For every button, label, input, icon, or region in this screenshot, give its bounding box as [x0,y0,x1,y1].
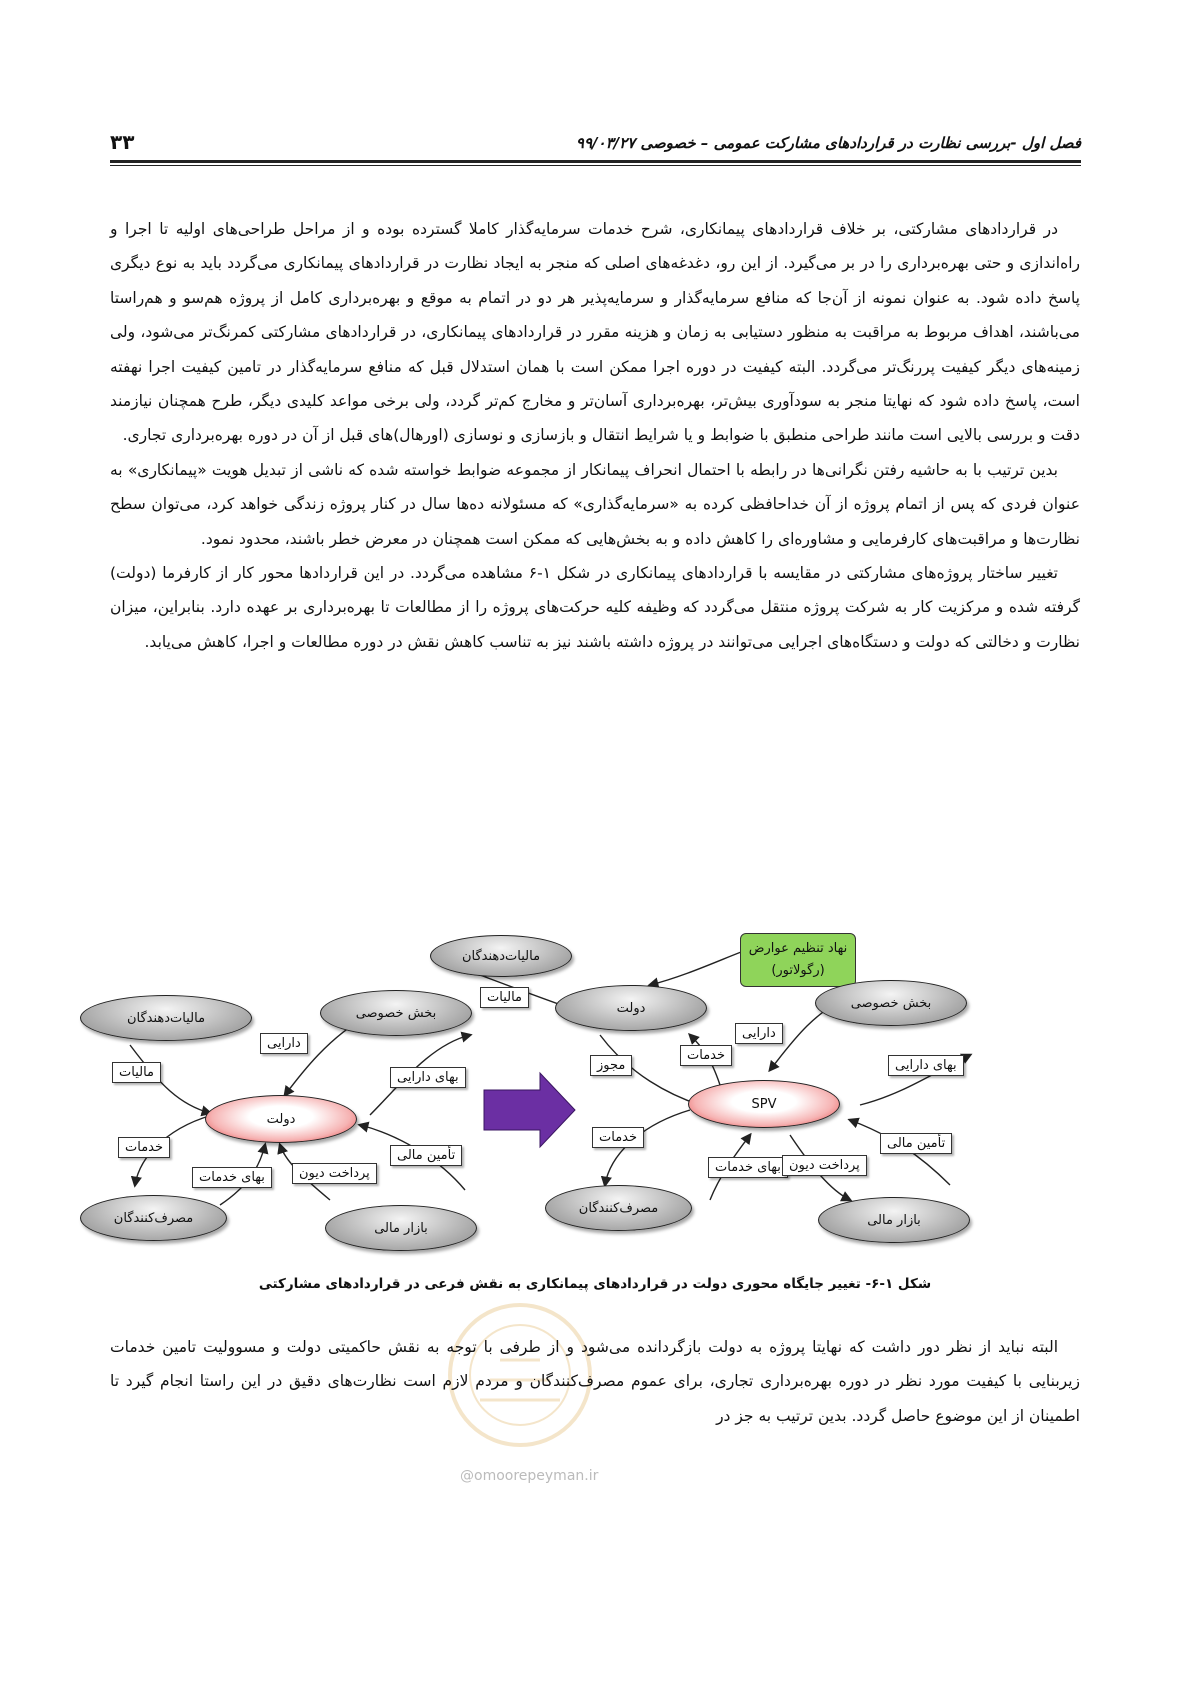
spv-node: SPV [688,1080,840,1128]
left-asset-label: دارایی [260,1033,308,1054]
figure-diagram [70,935,1120,1265]
paragraph: بدین ترتیب با به حاشیه رفتن نگرانی‌ها در رابطه با احتمال انحراف پیمانکار از مجموعه ضوابط خواسته شده که ناشی از تبدیل هویت «پیمانکاری» به عنوان فردی که پس از اتمام پروژه از آن خداحافظی کرده به «سرمایه‌گذاری» که مسئولانه ده‌ها سال در کنار پروژه زندگی خواهد کرد، می‌توان سطح نظارت‌ها و مراقبت‌های کارفرمایی و مشاوره‌ای را کاهش داده و به بخش‌هایی که ممکن است همچنان در معرض خطر باشند، محدود نمود. [110,460,1080,548]
left-debt-label: پرداخت دیون [292,1163,377,1184]
left-market-node: بازار مالی [325,1205,477,1251]
header-rule-thin [110,165,1081,166]
header-rule [110,160,1081,163]
right-financing-label: تأمین مالی [880,1133,952,1154]
left-consumers-node: مصرف‌کنندگان [80,1195,227,1241]
left-serviceprice-label: بهای خدمات [192,1167,272,1188]
left-taxpayers-node: مالیات‌دهندگان [80,995,252,1041]
left-private-node: بخش خصوصی [320,990,472,1036]
paragraph: تغییر ساختار پروژه‌های مشارکتی در مقایسه با قراردادهای پیمانکاری در شکل ۱-۶ مشاهده می‌گردد. در این قراردادها محور کار از کارفرما (دولت) گرفته شده و مرکزیت کار به شرکت پروژه منتقل می‌گردد که وظیفه کلیه حرکت‌های پروژه را از مطالعات تا بهره‌برداری بر عهده دارد. بنابراین، میزان نظارت و دخالتی که دولت و دستگاه‌های اجرایی می‌توانند در پروژه داشته باشند نیز به تناسب کاهش نقش در دوره مطالعات و اجرا، کاهش می‌یابد. [110,564,1080,651]
left-government-node: دولت [205,1095,357,1143]
left-financing-label: تأمین مالی [390,1145,462,1166]
left-assetprice-label: بهای دارایی [390,1067,466,1088]
right-services-gov-label: خدمات [680,1045,732,1066]
right-consumers-node: مصرف‌کنندگان [545,1185,692,1231]
right-asset-label: دارایی [735,1023,783,1044]
right-taxpayers-node: مالیات‌دهندگان [430,935,572,977]
left-services-label: خدمات [118,1137,170,1158]
page-header [110,128,1081,160]
right-assetprice-label: بهای دارایی [888,1055,964,1076]
right-private-node: بخش خصوصی [815,980,967,1026]
right-permit-label: مجوز [590,1055,632,1076]
paragraph: در قراردادهای مشارکتی، بر خلاف قراردادهای پیمانکاری، شرح خدمات سرمایه‌گذار کاملا گسترده بوده و از مراحل طراحی‌های اولیه تا اجرا و راه‌اندازی و حتی بهره‌برداری را در بر می‌گیرد. از این رو، دغدغه‌های اصلی که منجر به ایجاد نظارت در قراردادهای پیمانکاری می‌گردد باید به نوع دیگری پاسخ داده شود. به عنوان نمونه از آن‌جا که منافع سرمایه‌گذار و سرمایه‌پذیر هر دو در اتمام به موقع و بهره‌برداری کامل از پروژه هم‌سو و هم‌راستا می‌باشند، اهداف مربوط به مراقبت به منظور دستیابی به زمان و هزینه مقرر در قراردادهای پیمانکاری، در قراردادهای مشارکتی کمرنگ‌تر می‌شود، ولی زمینه‌های دیگر کیفیت پررنگ‌تر می‌گردد. البته کیفیت در دوره اجرا ممکن است با همان استدلال قبل که منافع سرمایه‌گذار در تامین کیفیت اجرا نهفته است، پاسخ داده شود که نهایتا منجر به سودآوری بیش‌تر، بهره‌برداری آسان‌تر و مخارج کم‌تر گردد، ولی برخی مواعد کلیدی دیگر، طرح همچنان نیازمند دقت و بررسی بالایی است مانند طراحی منطبق با ضوابط و یا شرایط انتقال و بازسازی و نوسازی (اورهال)های قبل از آن در دوره بهره‌برداری تجاری. [110,220,1080,445]
transition-arrow [484,1073,575,1147]
right-market-node: بازار مالی [818,1197,970,1243]
page-number: ۳۳ [110,130,135,154]
right-serviceprice-label: بهای خدمات [708,1157,788,1178]
right-services-label: خدمات [592,1127,644,1148]
right-debt-label: پرداخت دیون [782,1155,867,1176]
paragraph: البته نباید از نظر دور داشت که نهایتا پروژه به دولت بازگردانده می‌شود و از طرفی با توجه به نقش حاکمیتی دولت و مسوولیت تامین خدمات زیربنایی با کیفیت مورد نظر در دوره بهره‌برداری تجاری، برای عموم مصرف‌کنندگان و مردم لازم است نظارت‌های دقیق در این راستا انجام گیرد تا اطمینان از این موضوع حاصل گردد. بدین ترتیب به جز در [110,1338,1080,1425]
right-government-node: دولت [555,985,707,1031]
running-title: فصل اول -بررسی نظارت در قراردادهای مشارکت عمومی – خصوصی ۹۹/۰۳/۲۷ [575,134,1081,152]
watermark-text: @omoorepeyman.ir [460,1468,599,1484]
body-text-bottom [110,1330,1080,1433]
body-text-top [110,212,1080,659]
regulator-node: نهاد تنظیم عوارض (رگولاتور) [740,933,856,987]
left-tax-label: مالیات [112,1062,161,1083]
right-tax-label: مالیات [480,987,529,1008]
figure-caption: شکل ۱-۶- تغییر جایگاه محوری دولت در قراردادهای پیمانکاری به نقش فرعی در قراردادهای مشارکتی [258,1276,932,1292]
